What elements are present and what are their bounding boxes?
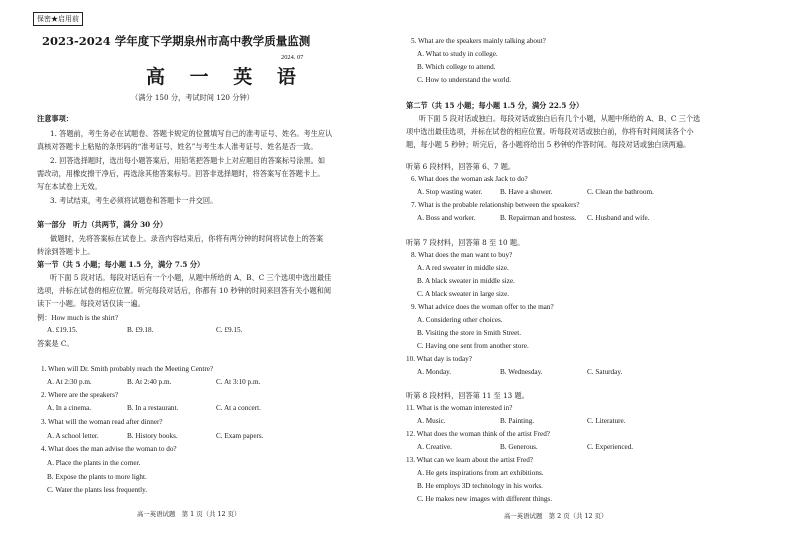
section1-title: 第一节（共 5 小题；每小题 1.5 分，满分 7.5 分） <box>37 260 205 269</box>
option: A. What to study in college. <box>417 50 498 58</box>
option: A. Stop wasting water. <box>417 188 483 196</box>
page-footer: 高一英语试题 第 1 页（共 12 页） <box>137 510 241 518</box>
question: 1. When will Dr. Smith probably reach the Meeting Centre? <box>41 365 214 373</box>
option: B. Wednesday. <box>500 368 543 376</box>
question: 5. What are the speakers mainly talking about? <box>411 37 546 45</box>
section1-desc: 听下面 5 段对话。每段对话后有一个小题，从题中所给的 A、B、C 三个选项中选出最佳 <box>50 273 332 282</box>
option: C. Clean the bathroom. <box>587 188 654 196</box>
option: C. At a concert. <box>216 404 261 412</box>
option: A. A school letter. <box>47 432 99 440</box>
option: B. Painting. <box>500 417 535 425</box>
option: A. At 2:30 p.m. <box>47 378 92 386</box>
score-info: （满分 150 分，考试时间 120 分钟） <box>131 93 254 102</box>
material-intro: 听第 7 段材料，回答第 8 至 10 题。 <box>406 238 525 247</box>
option: C. He makes new images with different things. <box>417 495 553 503</box>
section1-desc: 读下一小题。每段对话仅读一遍。 <box>37 299 145 308</box>
option: C. Saturday. <box>587 368 623 376</box>
question: 12. What does the woman think of the artist Fred? <box>406 430 550 438</box>
example-question: 例：How much is the shirt? <box>37 314 119 322</box>
option: C. Husband and wife. <box>587 214 650 222</box>
option: B. A black sweater in middle size. <box>417 277 515 285</box>
option: B. Which college to attend. <box>417 63 496 71</box>
question: 2. Where are the speakers? <box>41 391 119 399</box>
example-option: C. £9.15. <box>216 326 243 334</box>
exam-title: 2023-2024 学年度下学期泉州市高中教学质量监测 <box>42 34 311 48</box>
example-answer: 答案是 C。 <box>37 339 74 348</box>
page-2 <box>397 0 794 550</box>
option: C. Literature. <box>587 417 626 425</box>
question: 11. What is the woman interested in? <box>406 404 513 412</box>
option: C. Exam papers. <box>216 432 264 440</box>
option: A. In a cinema. <box>47 404 92 412</box>
note-line: 1. 答题前，考生务必在试题卷、答题卡规定的位置填写自己的准考证号、姓名。考生应认 <box>50 129 333 138</box>
question: 4. What does the man advise the woman to do? <box>41 445 177 453</box>
option: C. Experienced. <box>587 443 634 451</box>
option: A. A red sweater in middle size. <box>417 264 509 272</box>
option: B. He employs 3D technology in his works. <box>417 482 543 490</box>
example-option: A. £19.15. <box>47 326 78 334</box>
option: C. How to understand the world. <box>417 76 512 84</box>
section2-desc: 听下面 5 段对话或独白。每段对话或独白后有几个小题，从题中所给的 A、B、C 三个选 <box>419 114 701 123</box>
option: A. Creative. <box>417 443 452 451</box>
question: 9. What advice does the woman offer to the man? <box>411 303 554 311</box>
note-line: 需改动，用橡皮擦干净后，再选涂其他答案标号。回答非选择题时，将答案写在答题卡上。 <box>37 169 325 178</box>
section2-title: 第二节（共 15 小题；每小题 1.5 分，满分 22.5 分） <box>406 101 584 110</box>
option: B. At 2:40 p.m. <box>127 378 172 386</box>
option: A. He gets inspirations from art exhibitions. <box>417 469 544 477</box>
question: 13. What can we learn about the artist Fred? <box>406 456 533 464</box>
subject-title: 高 一 英 语 <box>146 66 305 88</box>
option: B. In a restaurant. <box>127 404 179 412</box>
material-intro: 听第 8 段材料，回答第 11 至 13 题。 <box>406 391 529 400</box>
section1-desc: 选项，并标在试卷的相应位置。听完每段对话后，你都有 10 秒钟的时间来回答有关小题和阅 <box>37 286 332 295</box>
option: A. Place the plants in the corner. <box>47 459 141 467</box>
option: B. Expose the plants to more light. <box>47 473 147 481</box>
notes-title: 注意事项： <box>37 114 73 123</box>
question: 10. What day is today? <box>406 355 472 363</box>
option: C. A black sweater in large size. <box>417 290 510 298</box>
question: 7. What is the probable relationship between the speakers? <box>411 201 580 209</box>
option: B. Repairman and hostess. <box>500 214 577 222</box>
section2-desc: 项中选出最佳选项，并标在试卷的相应位置。听每段对话或独白前，你将有时间阅读各个小 <box>406 127 694 136</box>
option: B. Generous. <box>500 443 538 451</box>
question: 6. What does the woman ask Jack to do? <box>411 175 528 183</box>
part1-desc: 转涂到答题卡上。 <box>37 247 95 256</box>
page-footer: 高一英语试题 第 2 页（共 12 页） <box>504 512 608 520</box>
option: A. Music. <box>417 417 446 425</box>
option: C. At 3:10 p.m. <box>216 378 261 386</box>
example-option: B. £9.18. <box>127 326 154 334</box>
option: B. History books. <box>127 432 178 440</box>
note-line: 写在本试卷上无效。 <box>37 182 102 191</box>
exam-date: 2024. 07 <box>281 54 304 61</box>
question: 3. What will the woman read after dinner? <box>41 418 163 426</box>
option: B. Have a shower. <box>500 188 553 196</box>
option: A. Monday. <box>417 368 452 376</box>
part1-desc: 做题时，先将答案标在试卷上。录音内容结束后，你将有两分钟的时间将试卷上的答案 <box>50 234 324 243</box>
option: A. Boss and worker. <box>417 214 476 222</box>
note-line: 真核对答题卡上粘贴的条形码的“准考证号、姓名”与考生本人准考证号、姓名是否一致。 <box>37 142 318 151</box>
material-intro: 听第 6 段材料，回答第 6、7 题。 <box>406 162 516 171</box>
note-line: 2. 回答选择题时，选出每小题答案后，用铅笔把答题卡上对应题目的答案标号涂黑。如 <box>50 156 326 165</box>
part1-title: 第一部分 听力（共两节，满分 30 分） <box>37 220 168 229</box>
note-line: 3. 考试结束，考生必须将试题卷和答题卡一并交回。 <box>50 196 218 205</box>
option: B. Visiting the store in Smith Street. <box>417 329 522 337</box>
option: C. Having one sent from another store. <box>417 342 529 350</box>
question: 8. What does the man want to buy? <box>411 251 513 259</box>
section2-desc: 题，每小题 5 秒钟；听完后，各小题将给出 5 秒钟的作答时间。每段对话或独白读两遍。 <box>406 140 691 149</box>
option: C. Water the plants less frequently. <box>47 486 148 494</box>
confidential-badge: 保密★启用前 <box>33 12 83 26</box>
option: A. Considering other choices. <box>417 316 503 324</box>
